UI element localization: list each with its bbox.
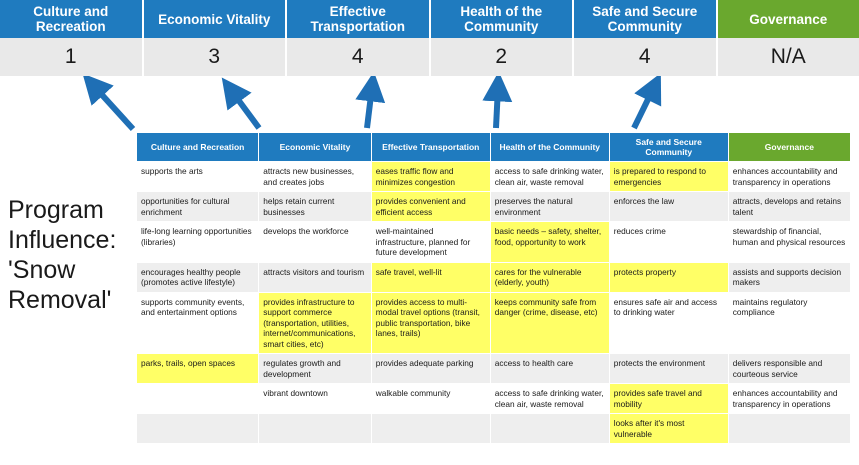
priority-score-culture-and-recreation: 1 — [0, 38, 144, 76]
matrix-cell[interactable]: looks after it's most vulnerable — [609, 414, 728, 444]
program-influence-caption: Program Influence: 'Snow Removal' — [8, 196, 117, 314]
matrix-cell[interactable]: develops the workforce — [259, 222, 372, 263]
matrix-cell[interactable]: preserves the natural environment — [490, 192, 609, 222]
matrix-cell[interactable]: ensures safe air and access to drinking water — [609, 292, 728, 354]
priority-score-row — [0, 38, 859, 76]
matrix-body — [137, 162, 851, 444]
priority-header-row — [0, 0, 859, 38]
matrix-cell[interactable]: protects the environment — [609, 354, 728, 384]
matrix-cell[interactable]: regulates growth and development — [259, 354, 372, 384]
priority-header-governance[interactable]: Governance — [718, 0, 859, 38]
priority-score-economic-vitality: 3 — [144, 38, 288, 76]
matrix-row — [137, 162, 851, 192]
priority-summary-bar — [0, 0, 859, 76]
matrix-cell[interactable] — [259, 414, 372, 444]
matrix-cell[interactable]: enforces the law — [609, 192, 728, 222]
matrix-header-culture-and-recreation[interactable]: Culture and Recreation — [137, 133, 259, 162]
arrow-group — [0, 76, 859, 134]
matrix-cell[interactable]: supports community events, and entertainment options — [137, 292, 259, 354]
priority-score-health-of-the-community: 2 — [431, 38, 575, 76]
matrix-cell[interactable]: eases traffic flow and minimizes congestion — [371, 162, 490, 192]
priority-score-safe-and-secure-community: 4 — [574, 38, 718, 76]
matrix-header-effective-transportation[interactable]: Effective Transportation — [371, 133, 490, 162]
matrix-cell[interactable]: delivers responsible and courteous service — [728, 354, 850, 384]
matrix-cell[interactable]: access to safe drinking water, clean air, waste removal — [490, 162, 609, 192]
matrix-row — [137, 292, 851, 354]
matrix-cell[interactable]: well-maintained infrastructure, planned for future development — [371, 222, 490, 263]
matrix-cell[interactable]: provides safe travel and mobility — [609, 384, 728, 414]
matrix-cell[interactable]: attracts new businesses, and creates jobs — [259, 162, 372, 192]
matrix-cell[interactable]: parks, trails, open spaces — [137, 354, 259, 384]
matrix-cell[interactable]: is prepared to respond to emergencies — [609, 162, 728, 192]
matrix-cell[interactable]: safe travel, well-lit — [371, 262, 490, 292]
matrix-cell[interactable]: life-long learning opportunities (libraries) — [137, 222, 259, 263]
priority-header-economic-vitality[interactable]: Economic Vitality — [144, 0, 288, 38]
priority-score-governance: N/A — [770, 45, 806, 68]
priority-score-effective-transportation: 4 — [287, 38, 431, 76]
matrix-cell[interactable]: reduces crime — [609, 222, 728, 263]
influence-arrow-3 — [367, 87, 372, 128]
priority-header-culture-and-recreation[interactable]: Culture and Recreation — [0, 0, 144, 38]
matrix-cell[interactable]: provides access to multi-modal travel options (transit, public transportation, bike lanes, trails) — [371, 292, 490, 354]
matrix-row — [137, 384, 851, 414]
matrix-cell[interactable] — [490, 414, 609, 444]
matrix-cell[interactable]: basic needs – safety, shelter, food, opportunity to work — [490, 222, 609, 263]
influence-arrow-5 — [634, 87, 654, 128]
matrix-cell[interactable]: maintains regulatory compliance — [728, 292, 850, 354]
matrix-cell[interactable]: enhances accountability and transparency in operations — [728, 384, 850, 414]
matrix-cell[interactable]: keeps community safe from danger (crime, disease, etc) — [490, 292, 609, 354]
matrix-header-health-of-the-community[interactable]: Health of the Community — [490, 133, 609, 162]
matrix-row — [137, 192, 851, 222]
matrix-cell[interactable]: stewardship of financial, human and physical resources — [728, 222, 850, 263]
influence-arrow-1 — [93, 85, 133, 129]
matrix-header-safe-and-secure-community[interactable]: Safe and Secure Community — [609, 133, 728, 162]
matrix-header-row — [137, 133, 851, 162]
priority-header-health-of-the-community[interactable]: Health of the Community — [431, 0, 575, 38]
matrix-cell[interactable]: encourages healthy people (promotes active lifestyle) — [137, 262, 259, 292]
matrix-row — [137, 414, 851, 444]
matrix-cell[interactable] — [137, 414, 259, 444]
matrix-cell[interactable]: protects property — [609, 262, 728, 292]
matrix-cell[interactable]: walkable community — [371, 384, 490, 414]
matrix-row — [137, 262, 851, 292]
priority-header-safe-and-secure-community[interactable]: Safe and Secure Community — [574, 0, 718, 38]
matrix-cell[interactable]: assists and supports decision makers — [728, 262, 850, 292]
matrix-cell[interactable]: provides infrastructure to support commerce (transportation, utilities, internet/communications, smart cities, etc) — [259, 292, 372, 354]
priority-header-effective-transportation[interactable]: Effective Transportation — [287, 0, 431, 38]
matrix-header-economic-vitality[interactable]: Economic Vitality — [259, 133, 372, 162]
matrix-cell[interactable] — [137, 384, 259, 414]
influence-arrow-2 — [231, 90, 259, 128]
matrix-cell[interactable]: access to health care — [490, 354, 609, 384]
matrix-cell[interactable] — [371, 414, 490, 444]
matrix-cell[interactable]: provides adequate parking — [371, 354, 490, 384]
community-priorities-matrix — [136, 132, 851, 444]
matrix-cell[interactable]: opportunities for cultural enrichment — [137, 192, 259, 222]
matrix-cell[interactable]: helps retain current businesses — [259, 192, 372, 222]
matrix-row — [137, 354, 851, 384]
matrix-cell[interactable]: attracts visitors and tourism — [259, 262, 372, 292]
matrix-cell[interactable]: attracts, develops and retains talent — [728, 192, 850, 222]
matrix-cell[interactable]: supports the arts — [137, 162, 259, 192]
matrix-cell[interactable]: vibrant downtown — [259, 384, 372, 414]
matrix-cell[interactable] — [728, 414, 850, 444]
matrix-header-governance[interactable]: Governance — [728, 133, 850, 162]
matrix-cell[interactable]: enhances accountability and transparency in operations — [728, 162, 850, 192]
matrix-cell[interactable]: provides convenient and efficient access — [371, 192, 490, 222]
matrix-cell[interactable]: access to safe drinking water, clean air, waste removal — [490, 384, 609, 414]
matrix-cell[interactable]: cares for the vulnerable (elderly, youth) — [490, 262, 609, 292]
matrix-row — [137, 222, 851, 263]
influence-arrow-4 — [496, 87, 498, 128]
